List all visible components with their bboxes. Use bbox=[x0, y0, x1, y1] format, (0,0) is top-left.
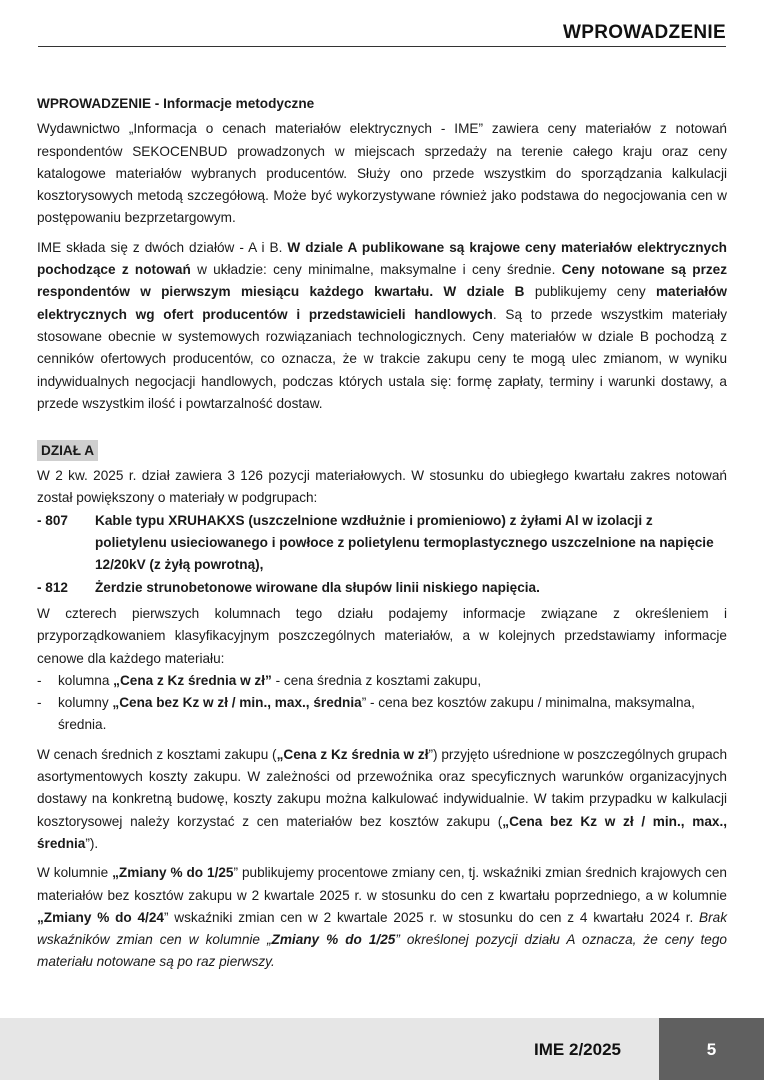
material-subgroup-item bbox=[37, 510, 727, 577]
bold-run: W dziale A publikowane są krajowe ceny materiałów elektrycznych pochodzące z notowań bbox=[37, 239, 727, 278]
dzial-a-paragraph-1: W 2 kw. 2025 r. dział zawiera 3 126 pozycji materiałowych. W stosunku do ubiegłego kwartału zakres notowań został powiększony o materiały w podgrupach: bbox=[37, 468, 727, 506]
text-run: kolumna bbox=[58, 672, 114, 688]
text-run: kolumny bbox=[58, 695, 113, 711]
dzial-a-paragraph-3 bbox=[37, 744, 727, 855]
text-run: ” publikujemy procentowe zmiany cen, tj. wskaźniki zmian średnich krajowych cen materiałów bez kosztów zakupu w 2 kwartale 2025 r. w stosunku do cen z kwartału poprzedniego, a w kolumnie bbox=[37, 865, 727, 903]
bullet-text bbox=[58, 692, 727, 737]
page-content bbox=[37, 93, 727, 981]
page-header-title: WPROWADZENIE bbox=[563, 22, 726, 43]
footer-journal-title: IME 2/2025 bbox=[534, 1040, 621, 1059]
intro-paragraph-1: Wydawnictwo „Informacja o cenach materiałów elektrycznych - IME” zawiera ceny materiałów z notowań respondentów SEKOCENBUD prowadzonych w miejscach sprzedaży na terenie całego kraju oraz ceny katalogowe materiałów wybranych producentów. Służy ono przede wszystkim do sporządzania kalkulacji kosztorysowych metodą szczegółową. Może być wykorzystywane również jako podstawa do negocjowania cen w postępowaniu bezprzetargowym. bbox=[37, 121, 727, 226]
bold-run: Ceny notowane są przez respondentów w pierwszym miesiącu każdego kwartału. W dziale B bbox=[37, 262, 728, 300]
italic-run: ” określonej pozycji działu A oznacza, że ceny tego materiału notowane są po raz pierwszy. bbox=[37, 932, 727, 970]
header-divider bbox=[38, 46, 726, 47]
text-run: W cenach średnich z kosztami zakupu ( bbox=[37, 746, 277, 762]
text-run: W kolumnie bbox=[37, 865, 113, 881]
italic-run: Zmiany % do 1/25 bbox=[271, 932, 396, 948]
dzial-a-badge: DZIAŁ A bbox=[37, 440, 98, 461]
text-run: IME składa się z dwóch działów - A i B. bbox=[37, 239, 288, 255]
bullet-dash: - bbox=[37, 672, 42, 688]
subgroup-description: Żerdzie strunobetonowe wirowane dla słupów linii niskiego napięcia. bbox=[95, 579, 540, 595]
italic-run: Brak wskaźników zmian cen w kolumnie „ bbox=[37, 909, 727, 948]
subgroup-description: Kable typu XRUHAKXS (uszczelnione wzdłużnie i promieniowo) z żyłami Al w izolacji z polietylenu usieciowanego i powłoce z polietylenu termoplastycznego uszczelnione na napięcie 12/20kV (z żyłą powrotną), bbox=[95, 512, 714, 573]
column-bullet bbox=[37, 670, 727, 692]
bold-run: „Cena z Kz średnia w zł” bbox=[113, 672, 272, 688]
bold-run: „Zmiany % do 4/24 bbox=[37, 909, 164, 925]
bold-run bbox=[272, 932, 396, 947]
text-run: publikujemy ceny bbox=[524, 284, 656, 300]
bold-run: „Cena bez Kz w zł / min., max., średnia bbox=[112, 695, 362, 711]
text-run: ” - cena bez kosztów zakupu / minimalna, maksymalna, średnia. bbox=[58, 695, 695, 733]
text-run: - cena średnia z kosztami zakupu, bbox=[271, 672, 482, 688]
bullet-text bbox=[58, 670, 727, 692]
footer-bar bbox=[0, 1018, 764, 1080]
bold-run: materiałów elektrycznych wg ofert producentów i przedstawicieli handlowych bbox=[37, 284, 727, 322]
intro-paragraph-2 bbox=[37, 237, 727, 415]
page-number: 5 bbox=[706, 1040, 717, 1059]
subgroup-number: - 812 bbox=[37, 579, 68, 595]
text-run: w układzie: ceny minimalne, maksymalne i ceny średnie. bbox=[190, 262, 562, 278]
text-run: ”). bbox=[85, 835, 99, 851]
bold-run: „Cena bez Kz w zł / min., max., średnia bbox=[37, 813, 727, 851]
bold-run: „Cena z Kz średnia w zł bbox=[276, 746, 429, 762]
dzial-a-paragraph-2: W czterech pierwszych kolumnach tego działu podajemy informacje związane z określeniem i przyporządkowaniem klasyfikacyjnym poszczególnych materiałów, a w kolejnych przedstawiamy informacje cenowe dla każdego materiału: bbox=[37, 605, 727, 666]
material-subgroup-item bbox=[37, 577, 727, 599]
subgroup-number: - 807 bbox=[37, 512, 68, 528]
dzial-a-paragraph-4 bbox=[37, 862, 727, 973]
text-run: ” wskaźniki zmian cen w 2 kwartale 2025 r. w stosunku do cen z 4 kwartału 2024 r. bbox=[163, 909, 700, 925]
text-run: . Są to przede wszystkim materiały stosowane obecnie w systemowych rozwiązaniach technologicznych. Ceny materiałów w dziale B pochodzą z cenników ofertowych producentów, co oznacza, że w trakcie zakupu ceny te mogą ulec zmianom, w wyniku indywidualnych negocjacji handlowych, podczas których ustala się: formę zapłaty, terminy i warunki dostawy, a przede wszystkim ilość i powtarzalność dostaw. bbox=[37, 306, 727, 411]
section-heading: WPROWADZENIE - Informacje metodyczne bbox=[37, 96, 315, 111]
column-bullet bbox=[37, 692, 727, 737]
bold-run: „Zmiany % do 1/25 bbox=[112, 865, 234, 881]
bullet-dash: - bbox=[37, 695, 42, 711]
text-run: ”) przyjęto uśrednione w poszczególnych grupach asortymentowych koszty zakupu. W zależności od przewoźnika oraz specyficznych warunków organizacyjnych dostawy na konkretną budowę, koszty zakupu można kalkulować indywidualnie. W takim przypadku w kalkulacji kosztorysowej należy korzystać z cen materiałów bez kosztów zakupu ( bbox=[37, 746, 728, 829]
